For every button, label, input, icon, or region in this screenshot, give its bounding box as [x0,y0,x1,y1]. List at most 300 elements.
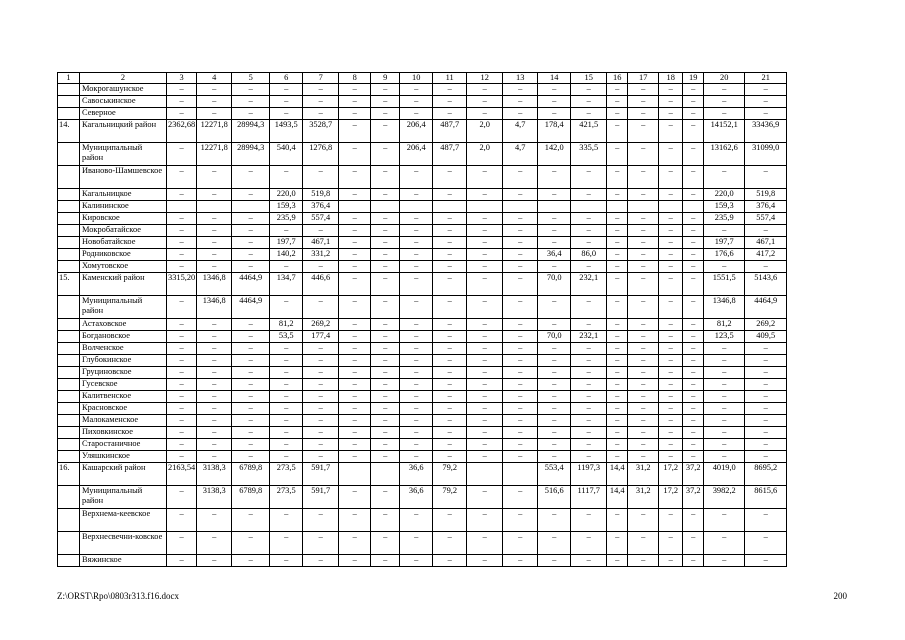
value-cell: – [628,166,659,189]
value-cell: – [607,213,628,225]
value-cell: 4019,0 [704,463,745,486]
value-cell: – [433,249,467,261]
value-cell: – [339,331,371,343]
value-cell: – [745,439,787,451]
value-cell: – [683,296,704,319]
value-cell: – [503,451,538,463]
value-cell: – [628,189,659,201]
value-cell: – [371,355,400,367]
header-cell: 6 [270,73,303,84]
value-cell: – [400,296,433,319]
value-cell: – [197,379,232,391]
name-cell: Калининское [80,201,167,213]
value-cell: – [628,84,659,96]
value-cell: 31099,0 [745,143,787,166]
table-row [58,108,787,120]
value-cell: – [607,249,628,261]
value-cell: – [339,509,371,532]
value-cell: – [400,166,433,189]
value-cell: – [400,367,433,379]
value-cell: – [197,331,232,343]
value-cell: – [167,379,197,391]
name-cell: Астаховское [80,319,167,331]
value-cell: – [433,319,467,331]
value-cell: – [503,415,538,427]
value-cell: – [339,96,371,108]
value-cell: – [745,261,787,273]
name-cell: Кагальницкое [80,189,167,201]
value-cell: – [303,427,339,439]
value-cell [400,201,433,213]
value-cell: – [683,355,704,367]
value-cell: – [745,355,787,367]
table-row [58,343,787,355]
value-cell: – [467,108,503,120]
index-cell [58,331,80,343]
value-cell: – [683,273,704,296]
table-row [58,84,787,96]
value-cell: – [167,532,197,555]
value-cell: – [683,509,704,532]
header-cell: 21 [745,73,787,84]
value-cell: – [400,261,433,273]
value-cell: – [433,532,467,555]
value-cell: 220,0 [704,189,745,201]
value-cell: – [683,166,704,189]
value-cell: – [683,213,704,225]
value-cell: – [503,509,538,532]
value-cell: – [628,331,659,343]
table-row [58,189,787,201]
value-cell: – [167,355,197,367]
value-cell: – [371,225,400,237]
table-row [58,509,787,532]
value-cell: – [704,261,745,273]
value-cell: – [628,439,659,451]
value-cell: 273,5 [270,463,303,486]
index-cell [58,213,80,225]
value-cell: – [503,96,538,108]
value-cell: – [400,451,433,463]
value-cell: – [628,143,659,166]
value-cell: – [400,189,433,201]
name-cell: Малокаменское [80,415,167,427]
name-cell: Кашарский район [80,463,167,486]
value-cell: 4,7 [503,143,538,166]
value-cell: – [704,439,745,451]
value-cell: – [683,427,704,439]
value-cell: 220,0 [270,189,303,201]
value-cell: – [607,343,628,355]
value-cell: – [339,403,371,415]
value-cell: 3315,20 [167,273,197,296]
value-cell [339,201,371,213]
value-cell: 140,2 [270,249,303,261]
value-cell: – [400,391,433,403]
value-cell: – [339,532,371,555]
value-cell: – [538,296,571,319]
value-cell: 53,5 [270,331,303,343]
value-cell: – [433,427,467,439]
value-cell: – [683,555,704,567]
value-cell: – [167,189,197,201]
value-cell [371,201,400,213]
value-cell: – [571,391,607,403]
value-cell: – [270,343,303,355]
value-cell: – [704,379,745,391]
value-cell: – [571,261,607,273]
value-cell: – [433,331,467,343]
value-cell: – [467,343,503,355]
value-cell: – [607,143,628,166]
value-cell: – [167,555,197,567]
value-cell: – [270,532,303,555]
value-cell: – [339,355,371,367]
value-cell: – [538,343,571,355]
value-cell: – [167,261,197,273]
value-cell: – [303,166,339,189]
value-cell: – [607,331,628,343]
value-cell: – [339,319,371,331]
value-cell: – [628,391,659,403]
value-cell: – [270,379,303,391]
value-cell: – [400,379,433,391]
value-cell: 1346,8 [197,273,232,296]
value-cell: – [538,509,571,532]
value-cell: 4,7 [503,120,538,143]
value-cell: – [433,296,467,319]
value-cell: – [467,273,503,296]
value-cell: – [232,84,270,96]
value-cell: 487,7 [433,120,467,143]
name-cell: Мокрогашунское [80,84,167,96]
value-cell: – [232,261,270,273]
value-cell: – [467,451,503,463]
value-cell: – [197,415,232,427]
value-cell: – [628,427,659,439]
value-cell: – [628,343,659,355]
value-cell: – [339,213,371,225]
index-cell [58,343,80,355]
value-cell: – [538,355,571,367]
value-cell [683,201,704,213]
value-cell: – [371,213,400,225]
index-cell [58,261,80,273]
value-cell: – [303,379,339,391]
value-cell: – [607,261,628,273]
value-cell: – [628,555,659,567]
value-cell [232,201,270,213]
value-cell: – [503,367,538,379]
value-cell [503,201,538,213]
table-row [58,415,787,427]
value-cell: 409,5 [745,331,787,343]
value-cell: – [303,108,339,120]
value-cell: – [503,555,538,567]
value-cell: – [371,319,400,331]
table-row [58,403,787,415]
value-cell: – [339,84,371,96]
value-cell: – [745,403,787,415]
value-cell: – [745,555,787,567]
value-cell: – [197,319,232,331]
value-cell: – [270,555,303,567]
value-cell: – [339,486,371,509]
value-cell: 159,3 [270,201,303,213]
value-cell: – [303,532,339,555]
value-cell: – [503,213,538,225]
header-cell: 4 [197,73,232,84]
value-cell: – [538,213,571,225]
value-cell: – [167,249,197,261]
value-cell: – [571,189,607,201]
value-cell: – [232,439,270,451]
table-row [58,143,787,166]
value-cell: – [270,96,303,108]
value-cell: – [704,108,745,120]
value-cell: – [400,427,433,439]
value-cell: – [503,379,538,391]
value-cell [197,201,232,213]
value-cell: – [659,261,683,273]
value-cell: – [232,319,270,331]
value-cell: – [628,532,659,555]
value-cell: – [167,213,197,225]
value-cell: – [503,261,538,273]
header-cell: 12 [467,73,503,84]
value-cell: 17,2 [659,486,683,509]
index-cell [58,509,80,532]
value-cell: – [683,108,704,120]
value-cell: – [607,555,628,567]
value-cell: – [607,379,628,391]
name-cell: Родниковское [80,249,167,261]
value-cell: – [433,555,467,567]
value-cell: – [270,84,303,96]
value-cell: – [503,486,538,509]
table-row [58,96,787,108]
value-cell: – [197,391,232,403]
value-cell: – [503,319,538,331]
value-cell: – [167,143,197,166]
value-cell: 446,6 [303,273,339,296]
value-cell: – [659,189,683,201]
value-cell [659,201,683,213]
value-cell: – [704,225,745,237]
value-cell: – [683,343,704,355]
value-cell: – [745,451,787,463]
value-cell: – [303,415,339,427]
value-cell: – [371,451,400,463]
value-cell: – [503,189,538,201]
value-cell: – [571,166,607,189]
value-cell: – [683,249,704,261]
index-cell: 16. [58,463,80,486]
value-cell: – [745,343,787,355]
value-cell: – [467,261,503,273]
value-cell: 2,0 [467,143,503,166]
value-cell: – [232,108,270,120]
value-cell: – [538,237,571,249]
value-cell: – [371,367,400,379]
value-cell: 516,6 [538,486,571,509]
value-cell: – [683,84,704,96]
value-cell: 70,0 [538,273,571,296]
value-cell [538,201,571,213]
value-cell: 557,4 [745,213,787,225]
value-cell: – [232,367,270,379]
value-cell: – [607,120,628,143]
value-cell: – [197,343,232,355]
value-cell: – [303,261,339,273]
table-row [58,225,787,237]
value-cell: – [628,296,659,319]
index-cell [58,355,80,367]
value-cell: – [467,319,503,331]
value-cell: 1117,7 [571,486,607,509]
value-cell: – [628,213,659,225]
index-cell [58,189,80,201]
index-cell [58,403,80,415]
index-cell [58,319,80,331]
value-cell: – [433,509,467,532]
name-cell: Верхнесвечни-ковское [80,532,167,555]
value-cell: – [607,367,628,379]
value-cell: 553,4 [538,463,571,486]
table-row [58,379,787,391]
value-cell: – [607,415,628,427]
value-cell: – [659,427,683,439]
value-cell: – [197,166,232,189]
value-cell: – [628,379,659,391]
value-cell: – [704,403,745,415]
value-cell: – [167,367,197,379]
value-cell: – [433,343,467,355]
value-cell: – [303,225,339,237]
value-cell: – [607,166,628,189]
value-cell: – [538,166,571,189]
index-cell [58,439,80,451]
value-cell: – [704,391,745,403]
value-cell: – [270,403,303,415]
value-cell: – [433,439,467,451]
value-cell: – [232,509,270,532]
value-cell: – [400,319,433,331]
value-cell: – [538,391,571,403]
value-cell: – [607,403,628,415]
value-cell: – [571,367,607,379]
value-cell: 557,4 [303,213,339,225]
value-cell: – [745,509,787,532]
value-cell: – [400,273,433,296]
value-cell: – [538,108,571,120]
value-cell: – [371,331,400,343]
value-cell: – [607,273,628,296]
value-cell: – [232,189,270,201]
value-cell: – [371,379,400,391]
value-cell: – [538,225,571,237]
value-cell: – [400,108,433,120]
value-cell: – [607,439,628,451]
value-cell: 1197,3 [571,463,607,486]
value-cell: 33436,9 [745,120,787,143]
value-cell: – [503,439,538,451]
value-cell: – [232,166,270,189]
value-cell: – [571,319,607,331]
value-cell: – [167,237,197,249]
value-cell: – [745,427,787,439]
value-cell: – [607,84,628,96]
value-cell: 5143,6 [745,273,787,296]
value-cell: – [197,84,232,96]
value-cell: – [659,108,683,120]
value-cell: – [607,391,628,403]
value-cell: – [167,391,197,403]
value-cell: – [659,237,683,249]
index-cell [58,225,80,237]
value-cell: – [628,108,659,120]
value-cell: – [628,367,659,379]
value-cell: – [571,403,607,415]
value-cell: – [571,343,607,355]
value-cell: – [704,343,745,355]
value-cell: – [628,415,659,427]
value-cell: 519,8 [745,189,787,201]
value-cell: 487,7 [433,143,467,166]
value-cell: 197,7 [704,237,745,249]
value-cell [503,463,538,486]
index-cell [58,108,80,120]
value-cell: – [433,225,467,237]
header-cell: 11 [433,73,467,84]
value-cell: – [607,355,628,367]
name-cell: Кагальницкий район [80,120,167,143]
value-cell: – [745,391,787,403]
value-cell: – [232,331,270,343]
value-cell: 2,0 [467,120,503,143]
header-cell: 20 [704,73,745,84]
header-cell: 5 [232,73,270,84]
value-cell: – [339,391,371,403]
header-cell: 14 [538,73,571,84]
value-cell: – [538,532,571,555]
value-cell: – [503,296,538,319]
value-cell: 81,2 [270,319,303,331]
value-cell: – [503,108,538,120]
value-cell: 591,7 [303,486,339,509]
name-cell: Муниципальный район [80,486,167,509]
value-cell: 3982,2 [704,486,745,509]
value-cell: 6789,8 [232,463,270,486]
value-cell: 17,2 [659,463,683,486]
value-cell: – [628,120,659,143]
value-cell: 376,4 [303,201,339,213]
value-cell: – [683,120,704,143]
value-cell: 178,4 [538,120,571,143]
header-cell: 1 [58,73,80,84]
value-cell: – [659,296,683,319]
value-cell: – [745,225,787,237]
value-cell: – [538,427,571,439]
value-cell: – [659,532,683,555]
value-cell: – [400,415,433,427]
value-cell: – [538,451,571,463]
value-cell: – [683,391,704,403]
value-cell: 232,1 [571,331,607,343]
value-cell: – [400,355,433,367]
name-cell: Новобатайское [80,237,167,249]
value-cell: – [232,237,270,249]
